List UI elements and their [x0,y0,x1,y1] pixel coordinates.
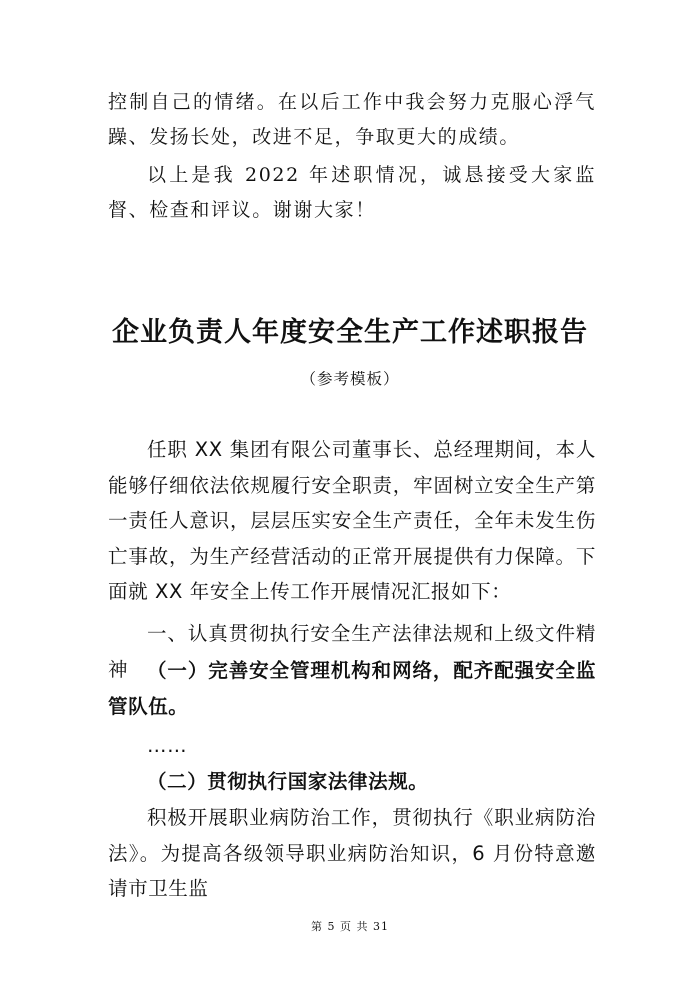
report-title: 企业负责人年度安全生产工作述职报告 [112,317,588,348]
ellipsis-text: …… [147,734,188,757]
subsection-heading-2: （二）贯彻执行国家法律法规。 [147,770,429,793]
subsection-heading-1: （一）完善安全管理机构和网络，配齐配强安全监管队伍。 [108,659,596,718]
section-heading-1: 一、认真贯彻执行安全生产法律法规和上级文件精神 [108,622,596,681]
continuation-paragraph-1: 控制自己的情绪。在以后工作中我会努力克服心浮气躁、发扬长处，改进不足，争取更大的成绩。 [108,91,596,148]
page-number-footer: 第 5 页 共 31 [311,920,389,933]
continuation-paragraph-2: 以上是我 2022 年述职情况，诚恳接受大家监督、检查和评议。谢谢大家！ [108,164,596,221]
intro-paragraph: 任职 XX 集团有限公司董事长、总经理期间，本人能够仔细依法依规履行安全职责，牢固树立安全生产第一责任人意识，层层压实安全生产责任，全年未发生伤亡事故，为生产经营活动的正常开展提供有力保障。下面就 XX 年安全上传工作开展情况汇报如下： [108,438,596,603]
report-subtitle: （参考模板） [300,370,400,388]
body-paragraph: 积极开展职业病防治工作，贯彻执行《职业病防治法》。为提高各级领导职业病防治知识，6 月份特意邀请市卫生监 [108,806,596,900]
